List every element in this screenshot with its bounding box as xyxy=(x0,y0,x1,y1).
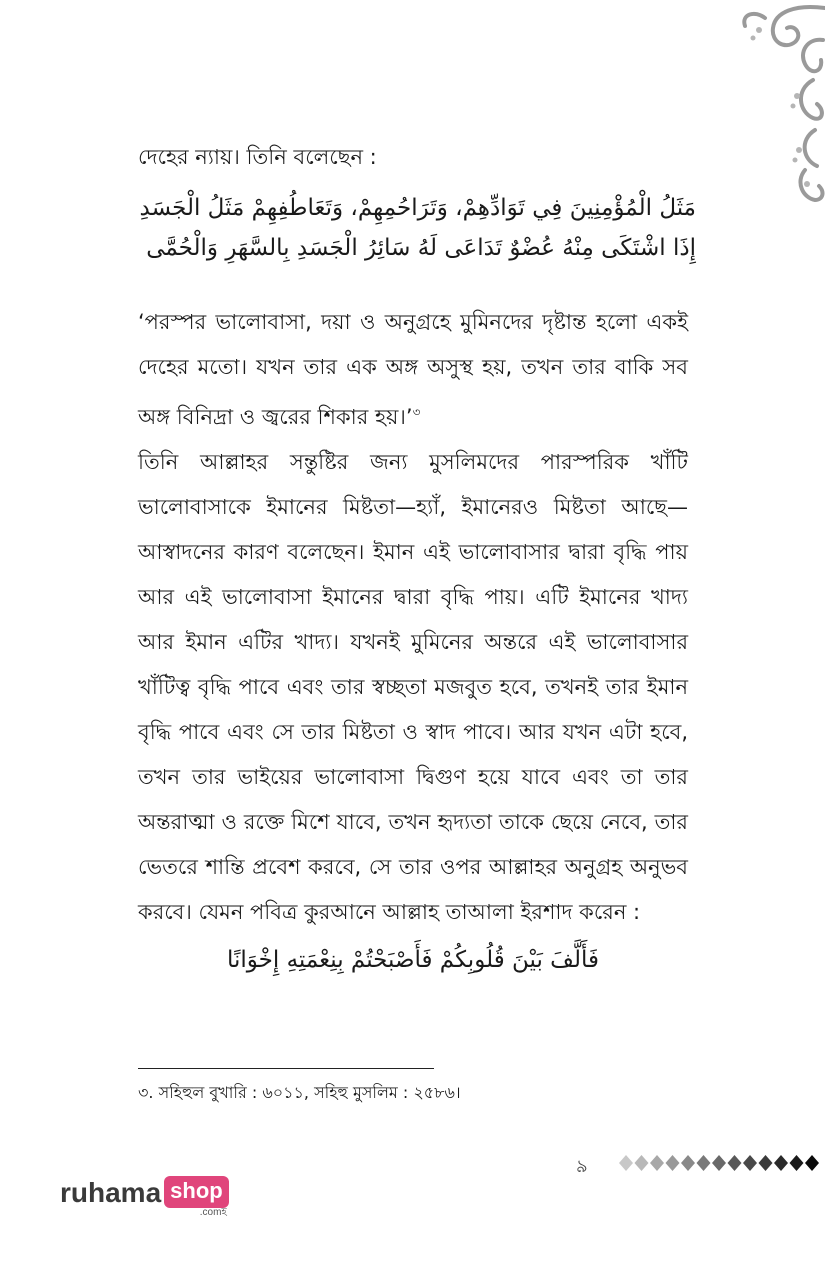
page-number: ৯ xyxy=(576,1156,588,1177)
diamond-mark xyxy=(759,1155,773,1171)
logo-shop-text: shop xyxy=(164,1176,229,1208)
diamond-mark xyxy=(666,1155,680,1171)
ruhamashop-logo xyxy=(60,1176,229,1216)
hadith-arabic xyxy=(138,188,696,268)
diamond-mark xyxy=(635,1155,649,1171)
diamond-mark xyxy=(681,1155,695,1171)
hadith-translation xyxy=(138,300,688,440)
diamond-mark xyxy=(712,1155,726,1171)
footnote-text: ৩. সহিহুল বুখারি : ৬০১১, সহিহু মুসলিম : ২৫৮৬। xyxy=(138,1083,461,1102)
corner-floral-ornament xyxy=(695,0,825,215)
diamond-row-ornament xyxy=(618,1154,825,1172)
logo-domain-text: .comহ xyxy=(199,1207,227,1218)
diamond-mark xyxy=(728,1155,742,1171)
logo-brand-text: ruhama xyxy=(60,1177,162,1208)
diamond-mark xyxy=(805,1155,819,1171)
footnote-divider xyxy=(138,1068,434,1069)
diamond-mark xyxy=(774,1155,788,1171)
quran-verse-arabic: فَأَلَّفَ بَيْنَ قُلُوبِكُمْ فَأَصْبَحْتُمْ بِنِعْمَتِهِ إِخْوَانًا xyxy=(227,947,599,973)
hadith-translation-text: ‘পরস্পর ভালোবাসা, দয়া ও অনুগ্রহে মুমিনদের দৃষ্টান্ত হলো একই দেহের মতো। যখন তার এক অঙ্গ অসুস্থ হয়, তখন তার বাকি সব অঙ্গ বিনিদ্রা ও জ্বরের শিকার হয়।’ xyxy=(138,310,688,429)
diamond-mark xyxy=(743,1155,757,1171)
footnote-reference[interactable]: ৩ xyxy=(412,405,421,419)
hadith-arabic-line-1: مَثَلُ الْمُؤْمِنِينَ فِي تَوَادِّهِمْ، وَتَرَاحُمِهِمْ، وَتَعَاطُفِهِمْ مَثَلُ الْجَسَدِ xyxy=(139,195,696,221)
logo-shop-badge xyxy=(164,1176,229,1218)
diamond-mark xyxy=(697,1155,711,1171)
diamond-mark xyxy=(619,1155,633,1171)
diamond-mark xyxy=(790,1155,804,1171)
lead-line: দেহের ন্যায়। তিনি বলেছেন : xyxy=(138,145,377,169)
body-paragraph: তিনি আল্লাহর সন্তুষ্টির জন্য মুসলিমদের পারস্পরিক খাঁটি ভালোবাসাকে ইমানের মিষ্টতা—হ্যাঁ, ইমানেরও মিষ্টতা আছে—আস্বাদনের কারণ বলেছেন। ইমান এই ভালোবাসার দ্বারা বৃদ্ধি পায় আর এই ভালোবাসা ইমানের দ্বারা বৃদ্ধি পায়। এটি ইমানের খাদ্য আর ইমান এটির খাদ্য। যখনই মুমিনের অন্তরে এই ভালোবাসার খাঁটিত্ব বৃদ্ধি পাবে এবং তার স্বচ্ছতা মজবুত হবে, তখনই তার ইমান বৃদ্ধি পাবে এবং সে তার মিষ্টতা ও স্বাদ পাবে। আর যখন এটা হবে, তখন তার ভাইয়ের ভালোবাসা দ্বিগুণ হয়ে যাবে এবং তা তার অন্তরাত্মা ও রক্তে মিশে যাবে, তখন হৃদ্যতা তাকে ছেয়ে নেবে, তার ভেতরে শান্তি প্রবেশ করবে, সে তার ওপর আল্লাহর অনুগ্রহ অনুভব করবে। যেমন পবিত্র কুরআনে আল্লাহ তাআলা ইরশাদ করেন : xyxy=(138,450,688,924)
hadith-arabic-line-2: إِذَا اشْتَكَى مِنْهُ عُضْوٌ تَدَاعَى لَهُ سَائِرُ الْجَسَدِ بِالسَّهَرِ وَالْحُمَّى xyxy=(146,235,696,261)
diamond-mark xyxy=(650,1155,664,1171)
